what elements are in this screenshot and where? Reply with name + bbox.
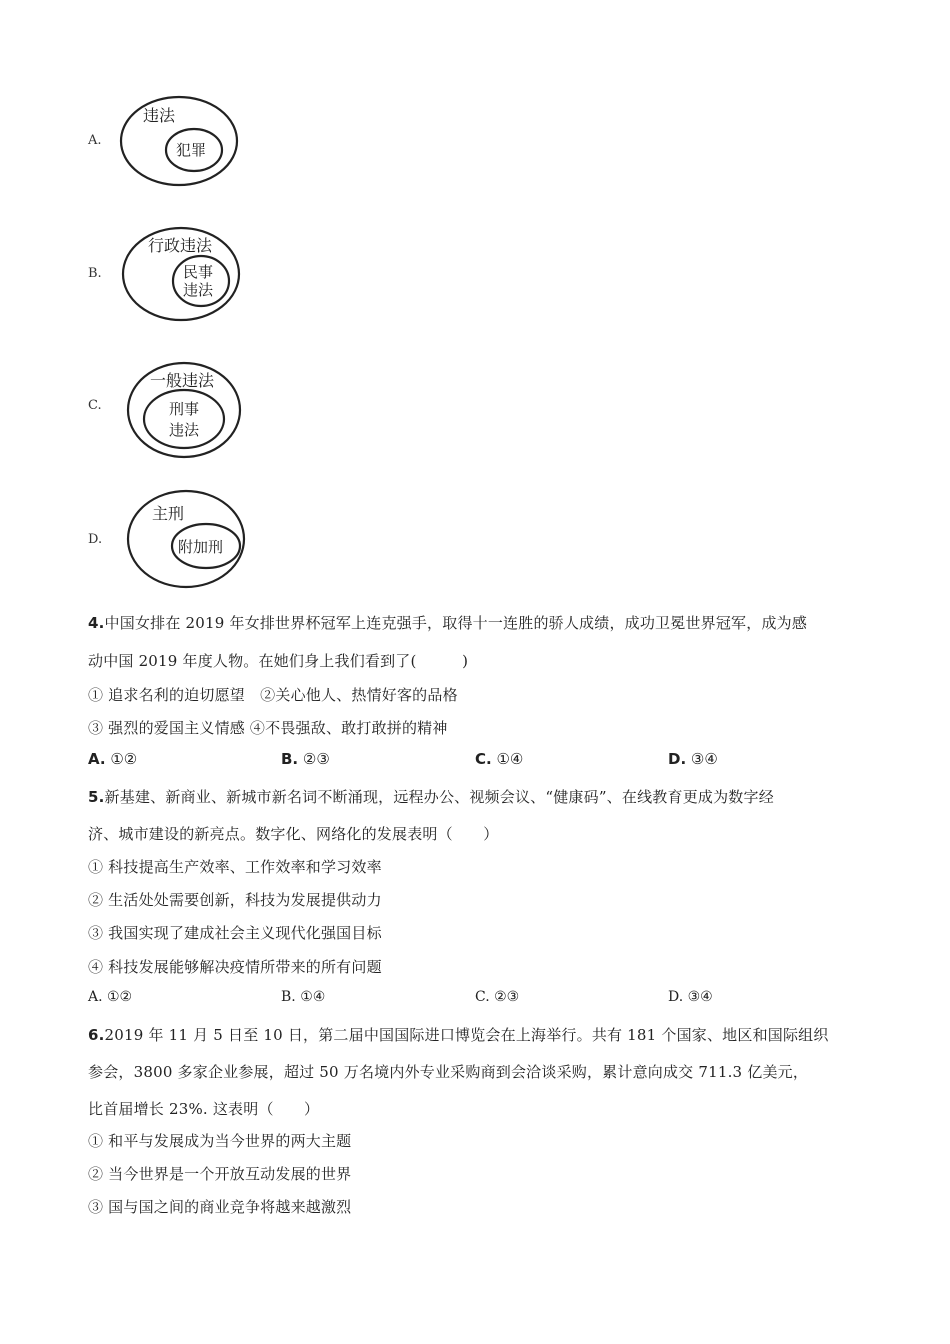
- choice-text: ①②: [105, 750, 138, 768]
- outer-label: 一般违法: [150, 371, 215, 390]
- q4-stem-line1: [88, 612, 807, 633]
- q4-stem-line2: 动中国 2019 年度人物。在她们身上我们看到了( ): [88, 652, 469, 670]
- q4-number: 4.: [88, 614, 105, 632]
- q5-choice-c[interactable]: C. ②③: [475, 989, 520, 1005]
- q5-statement-3: ③ 我国实现了建成社会主义现代化强国目标: [88, 924, 382, 942]
- option-a-letter: A.: [88, 133, 102, 148]
- q5-stem-text1: 新基建、新商业、新城市新名词不断涌现，远程办公、视频会议、“健康码”、在线教育更成为数字经: [104, 788, 774, 806]
- inner-label-line2: 违法: [169, 421, 200, 439]
- q6-statement-2: ② 当今世界是一个开放互动发展的世界: [88, 1165, 352, 1183]
- choice-text: ②③: [298, 750, 330, 768]
- q6-stem-line1: [88, 1024, 829, 1045]
- inner-label-line2: 违法: [183, 281, 214, 299]
- q4-choice-d[interactable]: [668, 750, 718, 768]
- q4-choice-a[interactable]: [88, 750, 137, 768]
- q6-statement-3: ③ 国与国之间的商业竞争将越来越激烈: [88, 1198, 352, 1216]
- option-d-diagram: [125, 488, 249, 594]
- q5-statement-1: ① 科技提高生产效率、工作效率和学习效率: [88, 858, 382, 876]
- choice-letter: A.: [88, 750, 106, 768]
- q5-number: 5.: [88, 788, 105, 806]
- outer-label: 违法: [143, 106, 176, 125]
- q6-number: 6.: [88, 1026, 105, 1044]
- q6-stem-text1: 2019 年 11 月 5 日至 10 日，第二届中国国际进口博览会在上海举行。共有 181 个国家、地区和国际组织: [104, 1026, 829, 1044]
- inner-label-line1: 民事: [183, 263, 214, 281]
- q5-choice-a[interactable]: A. ①②: [88, 989, 133, 1005]
- option-a-diagram: [118, 94, 242, 192]
- option-c-diagram: [125, 360, 247, 464]
- q5-stem-line2: 济、城市建设的新亮点。数字化、网络化的发展表明（ ）: [88, 825, 499, 843]
- q4-statement-3-4: ③ 强烈的爱国主义情感 ④不畏强敌、敢打敢拼的精神: [88, 719, 448, 737]
- outer-label: 主刑: [152, 504, 185, 523]
- option-b-letter: B.: [88, 266, 102, 281]
- q5-choice-b[interactable]: B. ①④: [281, 989, 326, 1005]
- choice-text: ③④: [686, 750, 718, 768]
- choice-letter: C.: [475, 750, 492, 768]
- option-c-letter: C.: [88, 398, 102, 413]
- q5-statement-2: ② 生活处处需要创新，科技为发展提供动力: [88, 891, 382, 909]
- q6-stem-line2: 参会，3800 多家企业参展，超过 50 万名境内外专业采购商到会洽谈采购，累计意向成交 711.3 亿美元，: [88, 1063, 809, 1081]
- option-b-diagram: [120, 224, 244, 328]
- q5-choice-d[interactable]: D. ③④: [668, 989, 713, 1005]
- option-d-letter: D.: [88, 532, 103, 547]
- q6-statement-1: ① 和平与发展成为当今世界的两大主题: [88, 1132, 352, 1150]
- q4-stem-text1: 中国女排在 2019 年女排世界杯冠军上连克强手，取得十一连胜的骄人成绩，成功卫冕世界冠军，成为感: [104, 614, 808, 632]
- q5-statement-4: ④ 科技发展能够解决疫情所带来的所有问题: [88, 958, 382, 976]
- q6-stem-line3: 比首届增长 23%. 这表明（ ）: [88, 1100, 320, 1118]
- q4-statement-1-2: ① 追求名利的迫切愿望 ②关心他人、热情好客的品格: [88, 686, 458, 704]
- choice-letter: B.: [281, 750, 299, 768]
- inner-label: 附加刑: [178, 538, 224, 556]
- choice-letter: D.: [668, 750, 687, 768]
- choice-text: ①④: [491, 750, 524, 768]
- inner-label: 犯罪: [176, 141, 207, 159]
- inner-label-line1: 刑事: [169, 400, 200, 418]
- q4-choice-b[interactable]: [281, 750, 330, 768]
- q4-choice-c[interactable]: [475, 750, 523, 768]
- outer-label: 行政违法: [148, 236, 213, 255]
- q5-stem-line1: [88, 786, 774, 807]
